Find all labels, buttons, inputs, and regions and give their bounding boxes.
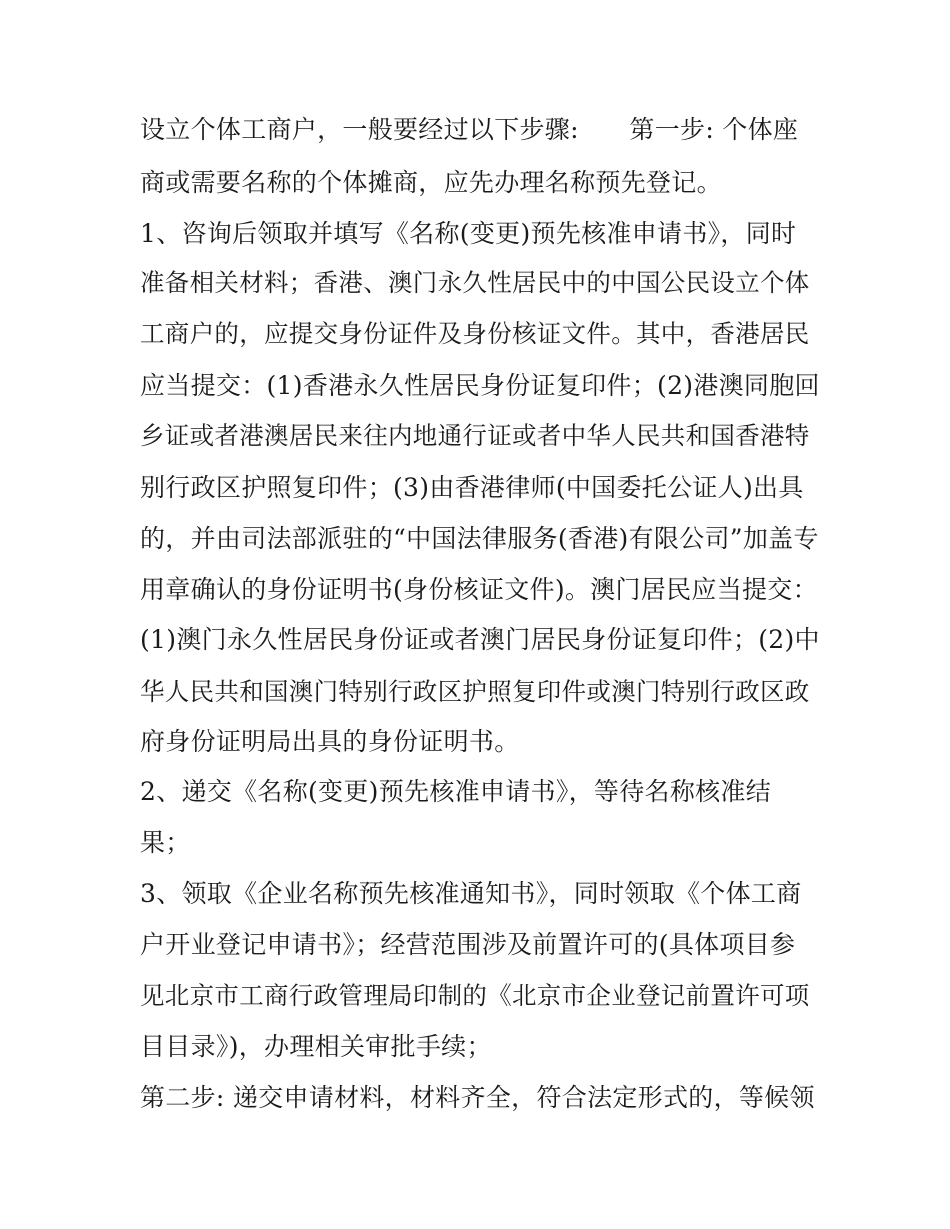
text-line: 的，并由司法部派驻的“中国法律服务(香港)有限公司”加盖专 — [140, 524, 819, 553]
text-line: 见北京市工商行政管理局印制的《北京市企业登记前置许可项 — [140, 981, 810, 1010]
text-line: 1、咨询后领取并填写《名称(变更)预先核准申请书》，同时 — [140, 219, 797, 248]
text-line: 乡证或者港澳居民来往内地通行证或者中华人民共和国香港特 — [140, 421, 810, 450]
text-line: 工商户的，应提交身份证件及身份核证文件。其中，香港居民 — [140, 319, 810, 348]
text-line: 户开业登记申请书》；经营范围涉及前置许可的(具体项目参 — [140, 930, 796, 959]
text-line: 准备相关材料；香港、澳门永久性居民中的中国公民设立个体 — [140, 268, 810, 297]
text-line: 华人民共和国澳门特别行政区护照复印件或澳门特别行政区政 — [140, 677, 810, 706]
text-line: 用章确认的身份证明书(身份核证文件)。澳门居民应当提交： — [140, 575, 818, 604]
text-line: 别行政区护照复印件；(3)由香港律师(中国委托公证人)出具 — [140, 473, 804, 502]
text-line: 商或需要名称的个体摊商，应先办理名称预先登记。 — [140, 168, 722, 197]
text-line: 应当提交：(1)香港永久性居民身份证复印件；(2)港澳同胞回 — [140, 371, 820, 400]
text-line: 2、递交《名称(变更)预先核准申请书》，等待名称核准结 — [140, 777, 772, 806]
text-line: 3、领取《企业名称预先核准通知书》，同时领取《个体工商 — [140, 879, 802, 908]
text-line: (1)澳门永久性居民身份证或者澳门居民身份证复印件；(2)中 — [140, 625, 820, 654]
text-line: 府身份证明局出具的身份证明书。 — [140, 727, 520, 756]
text-line: 目目录》)，办理相关审批手续； — [140, 1032, 492, 1061]
text-line: 设立个体工商户，一般要经过以下步骤: 第一步: 个体座 — [140, 115, 799, 144]
text-line: 第二步: 递交申请材料，材料齐全，符合法定形式的，等候领 — [140, 1083, 815, 1112]
text-line: 果； — [140, 828, 191, 857]
